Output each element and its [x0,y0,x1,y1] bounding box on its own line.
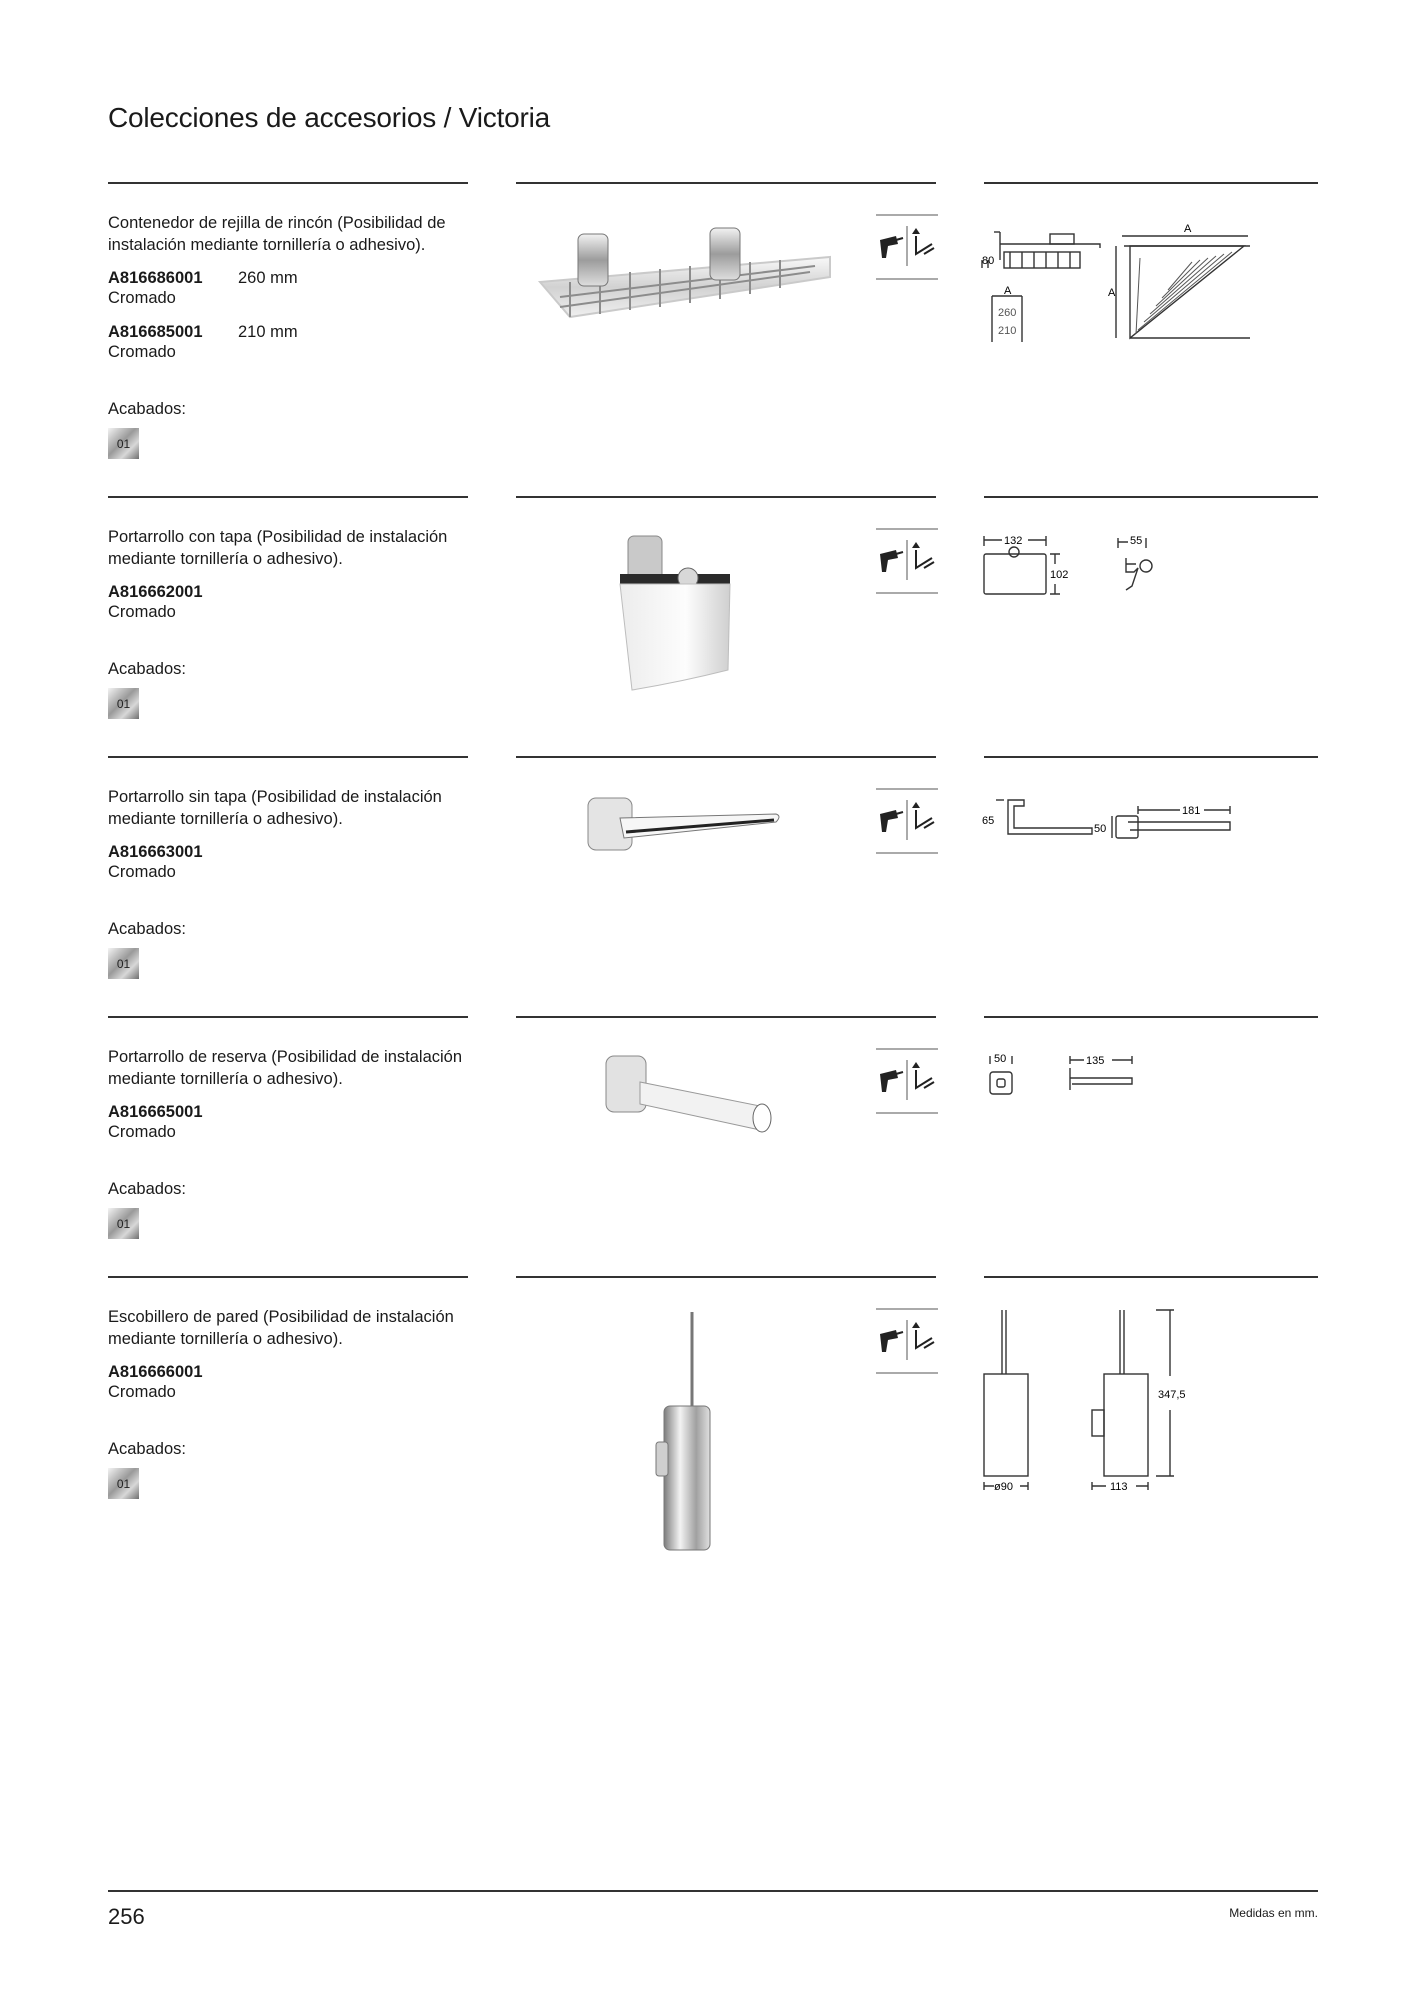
product-code: A816663001 [108,843,203,861]
product-description: Contenedor de rejilla de rincón (Posibilidad de instalación mediante tornillería o adhesivo). [108,214,446,254]
adhesive-icon [912,802,934,828]
dim-width: 132 [1004,535,1023,547]
variant-row [108,582,238,622]
footer-note: Medidas en mm. [1229,1906,1318,1920]
variant-row [108,268,298,308]
product-finish: Cromado [108,1383,176,1401]
product-photo-corner-basket [530,222,840,332]
variant-row [108,842,238,882]
dimension-drawing [980,788,1240,868]
finish-swatch: 01 [108,428,139,459]
dim-width: 181 [1182,805,1201,817]
finishes-label: Acabados: [108,920,186,938]
drill-icon [880,810,903,832]
product-code: A816662001 [108,583,203,601]
product-photo-roll-holder-cover [600,532,750,696]
mounting-icons [876,788,938,854]
adhesive-icon [912,228,934,254]
product-section-spare-roll-holder [0,1016,1414,1276]
finish-swatch: 01 [108,1468,139,1499]
mounting-icons [876,528,938,594]
divider [516,756,936,758]
dim-height: 347,5 [1158,1389,1186,1401]
product-description: Portarrollo de reserva (Posibilidad de instalación mediante tornillería o adhesivo). [108,1048,463,1088]
mounting-icons [876,1048,938,1114]
dim-height: 80 [982,255,995,267]
divider [984,1016,1318,1018]
divider [108,756,468,758]
divider [984,182,1318,184]
variant-row [108,1362,238,1402]
product-photo-roll-holder-open [580,792,790,862]
divider [516,182,936,184]
dim-width: A [1184,223,1192,235]
divider [516,1016,936,1018]
product-description: Escobillero de pared (Posibilidad de instalación mediante tornillería o adhesivo). [108,1308,454,1348]
dim-width: 50 [994,1053,1007,1065]
finishes-label: Acabados: [108,660,186,678]
product-code: A816686001 [108,269,203,287]
adhesive-icon [912,1062,934,1088]
product-finish: Cromado [108,289,176,307]
drill-icon [880,236,903,258]
mounting-icons [876,1308,938,1374]
product-code: A816665001 [108,1103,203,1121]
finishes-label: Acabados: [108,1180,186,1198]
finish-swatch: 01 [108,688,139,719]
product-finish: Cromado [108,863,176,881]
dim-depth: 113 [1110,1481,1128,1493]
drill-icon [880,550,903,572]
divider [108,1016,468,1018]
product-finish: Cromado [108,1123,176,1141]
dimension-drawing [980,528,1180,608]
finish-swatch: 01 [108,948,139,979]
divider [108,182,468,184]
dim-diameter: ø90 [994,1481,1013,1493]
finish-swatch: 01 [108,1208,139,1239]
product-section-toilet-brush [0,1276,1414,1576]
dim-depth: 55 [1130,535,1143,547]
divider [108,1276,468,1278]
product-code: A816666001 [108,1363,203,1381]
product-size: 210 mm [238,323,298,341]
product-photo-toilet-brush [636,1312,736,1572]
divider [516,496,936,498]
product-finish: Cromado [108,343,176,361]
divider [108,496,468,498]
product-description: Portarrollo con tapa (Posibilidad de instalación mediante tornillería o adhesivo). [108,528,448,568]
product-code: A816685001 [108,323,203,341]
drill-icon [880,1070,903,1092]
variant-row [108,322,298,362]
dim-height: 65 [982,815,995,827]
drill-icon [880,1330,903,1352]
divider [984,1276,1318,1278]
divider [516,1276,936,1278]
dim-table-value: 260 [998,307,1017,319]
page-title: Colecciones de accesorios / Victoria [108,102,551,133]
divider [984,756,1318,758]
dim-length: 135 [1086,1055,1105,1067]
product-finish: Cromado [108,603,176,621]
product-section-roll-holder-open [0,756,1414,1016]
finishes-label: Acabados: [108,400,186,418]
dimension-drawing [980,1306,1200,1516]
footer-divider [108,1890,1318,1892]
page-number: 256 [108,1904,145,1929]
finishes-label: Acabados: [108,1440,186,1458]
adhesive-icon [912,542,934,568]
dimension-drawing [980,218,1260,354]
dimension-drawing [980,1048,1160,1108]
dim-depth: A [1108,287,1116,299]
product-photo-spare-roll-holder [600,1052,780,1152]
dim-height: 102 [1050,569,1069,581]
product-size: 260 mm [238,269,298,287]
dim-table-header: A [1004,285,1012,297]
product-section-corner-basket [0,182,1414,451]
product-section-roll-holder-cover [0,496,1414,756]
variant-row [108,1102,238,1142]
dim-depth: 50 [1094,823,1107,835]
product-description: Portarrollo sin tapa (Posibilidad de instalación mediante tornillería o adhesivo). [108,788,442,828]
mounting-icons [876,214,938,280]
dim-table-value: 210 [998,325,1017,337]
divider [984,496,1318,498]
adhesive-icon [912,1322,934,1348]
